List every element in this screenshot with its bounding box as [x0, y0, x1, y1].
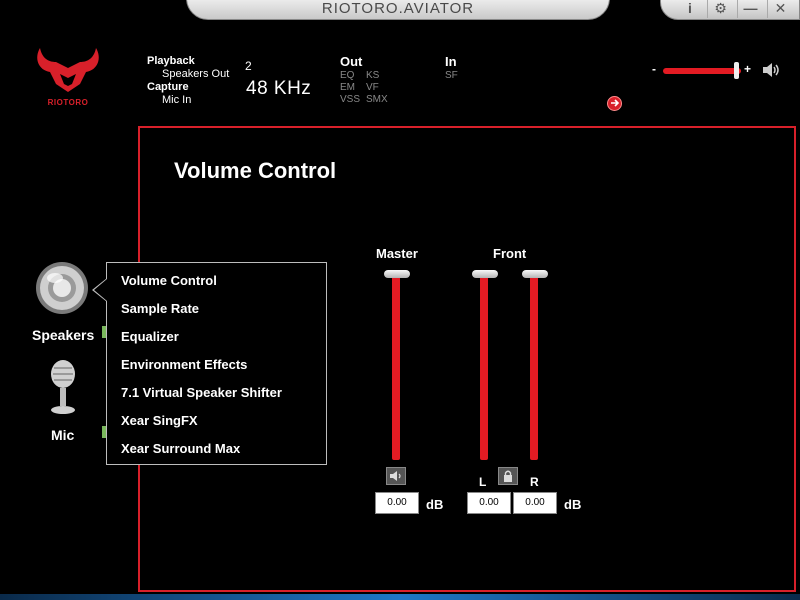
channel-count: 2	[245, 59, 252, 73]
menu-item-volume-control[interactable]: Volume Control	[121, 273, 217, 288]
db-unit-label: dB	[426, 497, 444, 512]
speaker-icon[interactable]	[761, 62, 781, 78]
in-effects	[445, 56, 458, 82]
left-channel-label: L	[479, 475, 487, 489]
bull-logo-icon	[30, 44, 106, 98]
volume-plus: +	[744, 62, 752, 76]
gear-icon[interactable]: ⚙	[707, 0, 733, 18]
playback-device: Speakers Out	[162, 68, 230, 80]
capture-device: Mic In	[162, 94, 192, 106]
front-right-slider-track[interactable]	[530, 276, 538, 460]
in-header: In	[445, 54, 457, 69]
nav-speakers-label[interactable]: Speakers	[32, 327, 95, 343]
microphone-icon[interactable]	[44, 358, 82, 416]
menu-item-equalizer[interactable]: Equalizer	[121, 329, 179, 344]
speakers-icon[interactable]	[30, 258, 94, 318]
out-item: VF	[366, 82, 379, 93]
out-item: SMX	[366, 94, 388, 105]
info-icon[interactable]: i	[688, 0, 692, 16]
riotoro-logo	[30, 44, 106, 110]
db-unit-label: dB	[564, 497, 582, 512]
lock-button[interactable]	[498, 467, 518, 485]
front-right-db-input[interactable]: 0.00	[513, 492, 557, 514]
out-item: KS	[366, 70, 380, 81]
front-right-slider-knob[interactable]	[522, 270, 548, 278]
master-slider-knob[interactable]	[384, 270, 410, 278]
menu-item-xear-singfx[interactable]: Xear SingFX	[121, 413, 198, 428]
out-effects	[340, 56, 396, 106]
menu-item-environment-effects[interactable]: Environment Effects	[121, 357, 248, 372]
master-slider-track[interactable]	[392, 276, 400, 460]
menu-item-virtual-speaker-shifter[interactable]: 7.1 Virtual Speaker Shifter	[121, 385, 282, 400]
speakers-menu	[106, 262, 327, 465]
menu-item-sample-rate[interactable]: Sample Rate	[121, 301, 200, 316]
capture-label: Capture	[147, 81, 189, 93]
lock-icon	[499, 468, 517, 484]
out-header: Out	[340, 54, 363, 69]
out-item: VSS	[340, 94, 361, 105]
master-volume-slider[interactable]	[663, 68, 741, 74]
mute-button[interactable]	[386, 467, 406, 485]
speaker-mute-icon	[387, 468, 405, 484]
device-status	[147, 55, 229, 107]
window-title: RIOTORO.AVIATOR	[186, 0, 610, 20]
front-left-slider-knob[interactable]	[472, 270, 498, 278]
playback-label: Playback	[147, 55, 195, 67]
menu-pointer-inner	[94, 279, 107, 301]
nav-mic-label[interactable]: Mic	[51, 427, 75, 443]
page-title: Volume Control	[174, 158, 337, 183]
minimize-icon[interactable]: —	[737, 0, 763, 18]
master-db-input[interactable]: 0.00	[375, 492, 419, 514]
front-left-slider-track[interactable]	[480, 276, 488, 460]
window-controls	[660, 0, 800, 20]
volume-minus: -	[652, 62, 656, 76]
right-channel-label: R	[530, 475, 539, 489]
taskbar-edge	[0, 594, 800, 600]
master-volume-knob[interactable]	[734, 62, 739, 79]
out-item: EM	[340, 82, 355, 93]
reset-icon[interactable]	[607, 96, 622, 111]
menu-item-xear-surround-max[interactable]: Xear Surround Max	[121, 441, 241, 456]
close-icon[interactable]: ✕	[767, 0, 793, 18]
master-label: Master	[376, 246, 418, 261]
in-item: SF	[445, 70, 458, 81]
logo-text: RIOTORO	[47, 98, 89, 107]
sample-rate-display: 48 KHz	[246, 78, 312, 99]
front-left-db-input[interactable]: 0.00	[467, 492, 511, 514]
front-label: Front	[493, 246, 527, 261]
out-item: EQ	[340, 70, 355, 81]
